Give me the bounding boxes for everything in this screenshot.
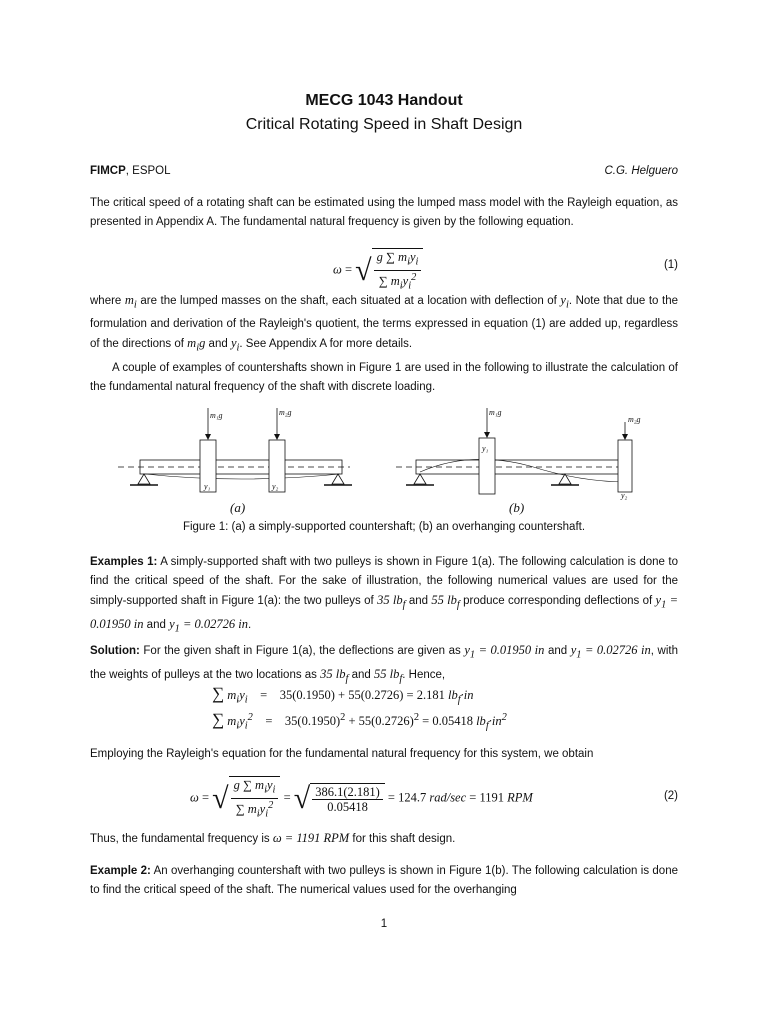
equation-1-number: (1) — [663, 259, 678, 271]
affiliation-bold: FIMCP — [90, 165, 126, 177]
svg-text:m₂g: m₂g — [279, 408, 292, 417]
equation-2: ω = √ $\frac{g \sum m_iy_i}{\sum m_iy_i^2}$ = √ $\frac{386.1(2.181)}{0.05418}$ = 124.7 rad/sec = 1191 RPM — [190, 778, 533, 820]
document-title: MECG 1043 Handout — [305, 92, 463, 109]
sum-my2-equation: ∑ $m_iy_i^2$ = $35(0.1950)^2 + 55(0.2726)^2 = 0.05418$ $lb_f\cdot in^2$ — [212, 710, 507, 732]
affiliation — [90, 165, 171, 177]
figure-label-a: (a) — [230, 500, 246, 515]
equation-1: ω = √ $\frac{g \sum m_iy_i}{\sum m_iy_i^2}$ — [333, 248, 423, 293]
svg-text:y₂: y₂ — [621, 491, 628, 500]
document-subtitle: Critical Rotating Speed in Shaft Design — [245, 116, 523, 133]
solution-paragraph: Solution: For the given shaft in Figure 1(a), the deflections are given as $y_1 = 0.01950$ in and $y_1 = 0.02726$ in, with the weights of pulleys at the two locations as 35 $lb_f$ and 55 $lb_f$. Hence, — [90, 643, 678, 684]
intro-paragraph: The critical speed of a rotating shaft can be estimated using the lumped mass model with the Rayleigh equation, as presented in Appendix A. The fundamental natural frequency is given by the following equation. — [90, 197, 678, 228]
figure-label-b: (b) — [509, 500, 525, 515]
svg-text:y₁: y₁ — [482, 444, 489, 453]
svg-text:m₁g: m₁g — [489, 408, 502, 417]
where-paragraph: where $m_i$ are the lumped masses on the shaft, each situated at a location with deflection of $y_i$. Note that due to the formulation and derivation of the Rayleigh's quotient, the terms expressed in equation (1) are added up, regardless of the directions of $m_ig$ and $y_i$. See Appendix A for more details. — [90, 293, 678, 353]
thus-paragraph: Thus, the fundamental frequency is ω = 1191 RPM for this shaft design. — [90, 831, 456, 845]
example-1-paragraph: Examples 1: A simply-supported shaft with two pulleys is shown in Figure 1(a). The following calculation is done to find the critical speed of the shaft. For the sake of illustration, the following numerical values are used for the simply-supported shaft in Figure 1(a): the two pulleys of 35 $lb_f$ and 55 $lb_f$ produce corresponding deflections of $y_1 = 0.01950$ in and $y_1 = 0.02726$ in. — [90, 556, 679, 634]
figure-1 — [0, 400, 768, 520]
employ-paragraph: Employing the Rayleigh's equation for the fundamental natural frequency for this system, we obtain — [90, 748, 594, 760]
author: C.G. Helguero — [604, 165, 678, 177]
couple-paragraph: A couple of examples of countershafts shown in Figure 1 are used in the following to illustrate the calculation of the fundamental natural frequency of the shaft with discrete loading. — [90, 362, 678, 393]
example-2-paragraph: Example 2: An overhanging countershaft with two pulleys is shown in Figure 1(b). The following calculation is done to find the critical speed of the shaft. The numerical values used for the overhanging — [90, 865, 678, 896]
svg-text:m₂g: m₂g — [628, 415, 641, 424]
figure-caption: Figure 1: (a) a simply-supported countershaft; (b) an overhanging countershaft. — [182, 521, 586, 533]
svg-text:y₁: y₁ — [204, 482, 211, 491]
sum-my-equation: ∑ $m_iy_i$ = 35(0.1950) + 55(0.2726) = 2.181 $lb_f\cdot in$ — [212, 684, 474, 706]
svg-text:y₂: y₂ — [272, 482, 279, 491]
svg-text:m₁g: m₁g — [210, 411, 223, 420]
equation-2-number: (2) — [663, 790, 678, 802]
page-number: 1 — [380, 918, 388, 930]
affiliation-rest: , ESPOL — [125, 165, 171, 177]
